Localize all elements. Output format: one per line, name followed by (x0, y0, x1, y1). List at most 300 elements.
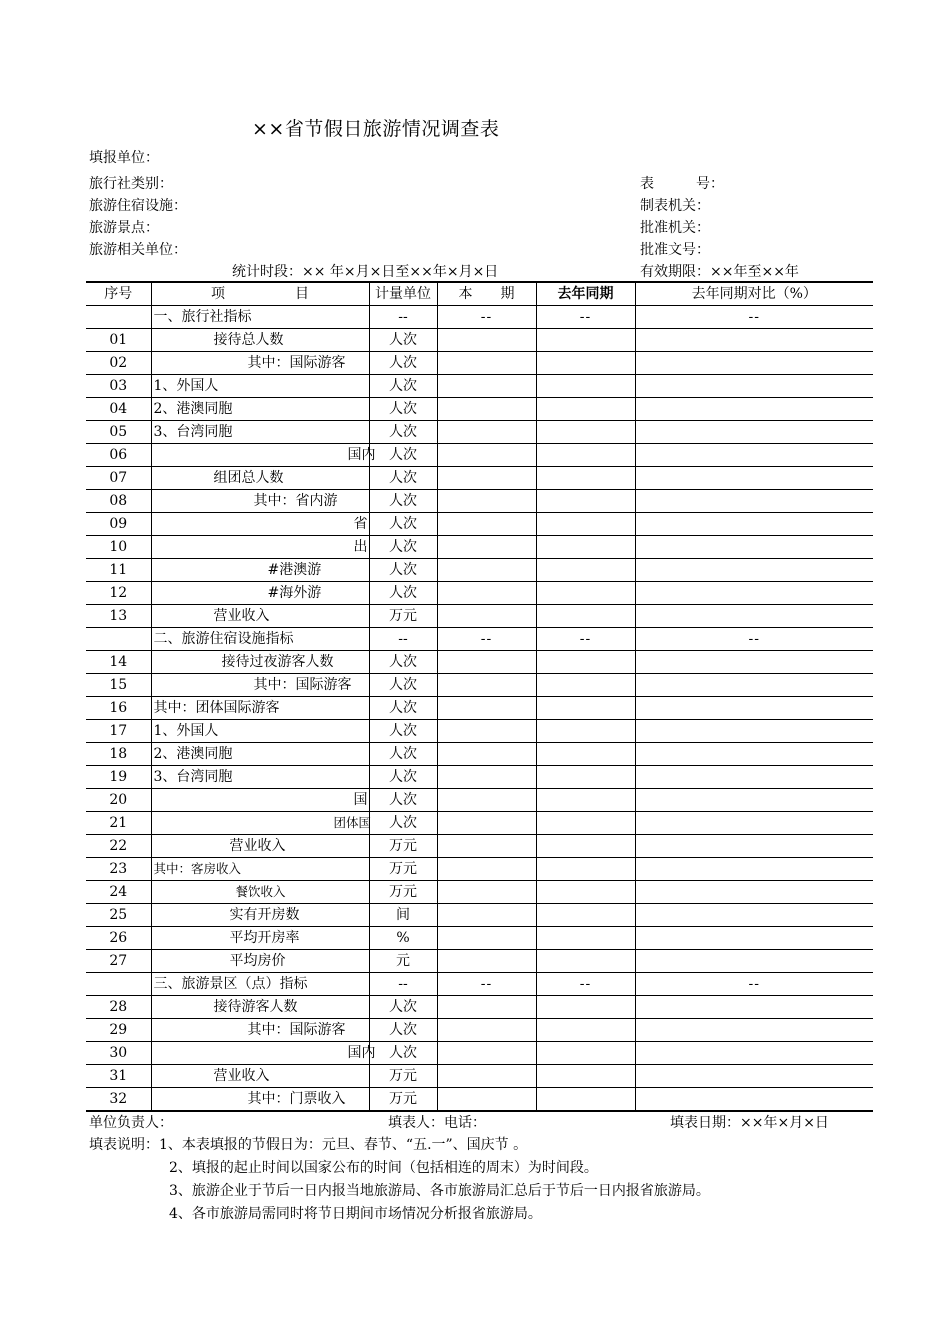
approval-number-label: 批准文号： (640, 242, 710, 258)
cell-ratio[interactable]: -- (635, 628, 873, 651)
col-header-ratio: 去年同期对比（%） (635, 282, 873, 306)
cell-item (151, 605, 369, 628)
item-label: 其中：国际游客 (247, 355, 346, 371)
cell-ratio[interactable] (635, 720, 873, 743)
cell-unit: 人次 (369, 444, 437, 467)
table-row (86, 743, 873, 766)
cell-last-year[interactable] (536, 444, 635, 467)
cell-ratio[interactable]: -- (635, 306, 873, 329)
cell-unit: 人次 (369, 743, 437, 766)
cell-last-year[interactable] (536, 352, 635, 375)
cell-no: 11 (86, 559, 151, 582)
cell-item (151, 835, 369, 858)
item-label: 其中：国际游客 (253, 677, 352, 693)
note-2: 2、填报的起止时间以国家公布的时间（包括相连的周末）为时间段。 (169, 1160, 598, 1176)
table-row (86, 421, 873, 444)
table-row (86, 789, 873, 812)
cell-ratio[interactable] (635, 789, 873, 812)
cell-last-year[interactable]: -- (536, 628, 635, 651)
cell-last-year[interactable] (536, 651, 635, 674)
cell-last-year[interactable]: -- (536, 973, 635, 996)
item-label: 营业收入 (229, 838, 286, 854)
cell-current[interactable] (437, 398, 536, 421)
table-row (86, 858, 873, 881)
cell-last-year[interactable] (536, 743, 635, 766)
cell-unit: 人次 (369, 490, 437, 513)
section-row (86, 628, 873, 651)
cell-current[interactable] (437, 651, 536, 674)
cell-current[interactable] (437, 904, 536, 927)
item-label: 平均房价 (229, 953, 286, 969)
table-row (86, 444, 873, 467)
cell-item (151, 329, 369, 352)
cell-ratio[interactable] (635, 536, 873, 559)
cell-no: 18 (86, 743, 151, 766)
table-row (86, 1042, 873, 1065)
cell-current[interactable] (437, 743, 536, 766)
cell-no: 02 (86, 352, 151, 375)
item-label: 省 (353, 516, 368, 532)
cell-unit: % (369, 927, 437, 950)
cell-ratio[interactable] (635, 1088, 873, 1112)
cell-item (151, 766, 369, 789)
cell-ratio[interactable] (635, 835, 873, 858)
cell-item (151, 697, 369, 720)
item-label: 营业收入 (213, 1068, 270, 1084)
table-header-row (86, 282, 873, 306)
item-label: 2、港澳同胞 (153, 746, 233, 762)
cell-item (151, 812, 372, 835)
cell-ratio[interactable] (635, 375, 873, 398)
cell-unit: 人次 (369, 352, 437, 375)
cell-ratio[interactable] (635, 812, 873, 835)
cell-current[interactable] (437, 812, 536, 835)
cell-no: 25 (86, 904, 151, 927)
cell-ratio[interactable] (635, 329, 873, 352)
cell-current[interactable] (437, 582, 536, 605)
cell-ratio[interactable] (635, 467, 873, 490)
survey-table (86, 281, 873, 1112)
table-row (86, 375, 873, 398)
cell-current[interactable] (437, 329, 536, 352)
item-label: 国内 (347, 447, 376, 463)
table-row (86, 766, 873, 789)
table-row (86, 927, 873, 950)
cell-current[interactable] (437, 1042, 536, 1065)
cell-current[interactable] (437, 1065, 536, 1088)
cell-current[interactable] (437, 927, 536, 950)
cell-unit: 人次 (369, 766, 437, 789)
table-row (86, 398, 873, 421)
cell-item (151, 421, 369, 444)
item-label: 实有开房数 (229, 907, 300, 923)
cell-no: 03 (86, 375, 151, 398)
item-label: 平均开房率 (229, 930, 300, 946)
cell-ratio[interactable] (635, 559, 873, 582)
cell-unit: 人次 (369, 375, 437, 398)
cell-ratio[interactable] (635, 398, 873, 421)
cell-no: 05 (86, 421, 151, 444)
cell-item (151, 743, 369, 766)
cell-last-year[interactable] (536, 467, 635, 490)
cell-ratio[interactable] (635, 996, 873, 1019)
cell-no: 13 (86, 605, 151, 628)
cell-no: 23 (86, 858, 151, 881)
cell-unit: 人次 (369, 398, 437, 421)
cell-item (151, 720, 369, 743)
table-row (86, 904, 873, 927)
cell-unit: 人次 (369, 651, 437, 674)
cell-item (151, 996, 369, 1019)
cell-current[interactable] (437, 720, 536, 743)
cell-ratio[interactable] (635, 352, 873, 375)
cell-item (151, 858, 369, 881)
cell-unit: 人次 (369, 329, 437, 352)
cell-no: 07 (86, 467, 151, 490)
cell-ratio[interactable] (635, 490, 873, 513)
cell-unit: -- (369, 973, 437, 996)
cell-no (86, 306, 151, 329)
note-3: 3、旅游企业于节后一日内报当地旅游局、各市旅游局汇总后于节后一日内报省旅游局。 (169, 1183, 710, 1199)
cell-unit: 万元 (369, 605, 437, 628)
cell-unit: 人次 (369, 582, 437, 605)
cell-current[interactable] (437, 697, 536, 720)
cell-last-year[interactable] (536, 766, 635, 789)
cell-unit: 人次 (369, 697, 437, 720)
table-row (86, 352, 873, 375)
item-label: 1、外国人 (153, 723, 219, 739)
cell-no: 04 (86, 398, 151, 421)
cell-unit: 元 (369, 950, 437, 973)
cell-unit: 万元 (369, 858, 437, 881)
cell-last-year[interactable] (536, 1019, 635, 1042)
cell-current[interactable] (437, 766, 536, 789)
table-row (86, 674, 873, 697)
cell-current[interactable] (437, 835, 536, 858)
cell-unit: 人次 (369, 513, 437, 536)
item-label: 餐饮收入 (235, 884, 286, 899)
cell-unit: 人次 (369, 789, 437, 812)
cell-no: 08 (86, 490, 151, 513)
cell-current[interactable] (437, 444, 536, 467)
item-label: 其中：门票收入 (247, 1091, 346, 1107)
cell-item (151, 927, 369, 950)
cell-unit: 人次 (369, 559, 437, 582)
item-label: 1、外国人 (153, 378, 219, 394)
cell-last-year[interactable]: -- (536, 306, 635, 329)
cell-item (151, 352, 369, 375)
cell-item (151, 375, 369, 398)
col-header-item: 项 目 (151, 282, 369, 306)
cell-last-year[interactable] (536, 674, 635, 697)
cell-last-year[interactable] (536, 490, 635, 513)
cell-ratio[interactable] (635, 904, 873, 927)
cell-current[interactable]: -- (437, 306, 536, 329)
table-row (86, 1088, 873, 1112)
cell-item (151, 651, 369, 674)
lodging-label: 旅游住宿设施： (89, 198, 187, 214)
cell-ratio[interactable] (635, 927, 873, 950)
cell-no: 10 (86, 536, 151, 559)
scenic-spot-label: 旅游景点： (89, 220, 159, 236)
cell-last-year[interactable] (536, 329, 635, 352)
page-title: ××省节假日旅游情况调查表 (252, 118, 500, 140)
cell-ratio[interactable] (635, 950, 873, 973)
cell-item (151, 789, 369, 812)
cell-ratio[interactable] (635, 1019, 873, 1042)
cell-no: 17 (86, 720, 151, 743)
cell-no: 32 (86, 1088, 151, 1112)
cell-item (151, 1019, 369, 1042)
cell-no: 12 (86, 582, 151, 605)
table-row (86, 513, 873, 536)
cell-no: 06 (86, 444, 151, 467)
cell-last-year[interactable] (536, 1088, 635, 1112)
cell-last-year[interactable] (536, 720, 635, 743)
item-label: 组团总人数 (213, 470, 284, 486)
cell-item (151, 881, 369, 904)
table-row (86, 1065, 873, 1088)
cell-last-year[interactable] (536, 513, 635, 536)
cell-ratio[interactable] (635, 513, 873, 536)
cell-current[interactable] (437, 996, 536, 1019)
cell-unit: 万元 (369, 881, 437, 904)
cell-last-year[interactable] (536, 1042, 635, 1065)
cell-item (151, 444, 376, 467)
cell-current[interactable] (437, 1019, 536, 1042)
cell-item (151, 536, 369, 559)
cell-current[interactable] (437, 490, 536, 513)
issuing-authority-label: 制表机关： (640, 198, 710, 214)
item-label: #海外游 (267, 585, 322, 601)
cell-current[interactable]: -- (437, 628, 536, 651)
cell-current[interactable] (437, 1088, 536, 1112)
cell-last-year[interactable] (536, 881, 635, 904)
item-label: 一、旅行社指标 (153, 309, 252, 325)
cell-current[interactable]: -- (437, 973, 536, 996)
validity-label: 有效期限：××年至××年 (640, 264, 799, 280)
table-row (86, 490, 873, 513)
cell-no: 29 (86, 1019, 151, 1042)
cell-ratio[interactable] (635, 444, 873, 467)
table-row (86, 329, 873, 352)
table-row (86, 950, 873, 973)
item-label: 3、台湾同胞 (153, 769, 233, 785)
cell-last-year[interactable] (536, 697, 635, 720)
col-header-current: 本 期 (437, 282, 536, 306)
cell-no: 01 (86, 329, 151, 352)
cell-last-year[interactable] (536, 904, 635, 927)
cell-item (151, 559, 369, 582)
cell-no: 27 (86, 950, 151, 973)
item-label: 接待过夜游客人数 (221, 654, 334, 670)
table-row (86, 697, 873, 720)
section-row (86, 306, 873, 329)
cell-no: 31 (86, 1065, 151, 1088)
cell-last-year[interactable] (536, 582, 635, 605)
cell-unit: -- (369, 306, 437, 329)
col-header-no: 序号 (86, 282, 151, 306)
cell-no: 24 (86, 881, 151, 904)
table-row (86, 536, 873, 559)
cell-current[interactable] (437, 789, 536, 812)
note-4: 4、各市旅游局需同时将节日期间市场情况分析报省旅游局。 (169, 1206, 542, 1222)
approving-authority-label: 批准机关： (640, 220, 710, 236)
cell-last-year[interactable] (536, 789, 635, 812)
section-row (86, 973, 873, 996)
cell-current[interactable] (437, 375, 536, 398)
cell-unit: 人次 (369, 536, 437, 559)
cell-no: 19 (86, 766, 151, 789)
item-label: 团体国 (333, 815, 372, 830)
cell-ratio[interactable] (635, 674, 873, 697)
cell-no (86, 973, 151, 996)
cell-current[interactable] (437, 858, 536, 881)
table-row (86, 812, 873, 835)
col-header-unit: 计量单位 (369, 282, 437, 306)
item-label: 接待总人数 (213, 332, 284, 348)
item-label: 国 (353, 792, 368, 808)
cell-unit: 人次 (369, 996, 437, 1019)
cell-item (151, 628, 369, 651)
cell-ratio[interactable] (635, 743, 873, 766)
cell-last-year[interactable] (536, 996, 635, 1019)
cell-item (151, 490, 369, 513)
item-label: 其中：省内游 (253, 493, 338, 509)
cell-last-year[interactable] (536, 559, 635, 582)
item-label: 二、旅游住宿设施指标 (153, 631, 294, 647)
item-label: 其中：客房收入 (153, 861, 242, 876)
cell-item (151, 306, 369, 329)
cell-current[interactable] (437, 536, 536, 559)
table-row (86, 835, 873, 858)
table-row (86, 467, 873, 490)
cell-unit: 人次 (369, 812, 437, 835)
cell-last-year[interactable] (536, 858, 635, 881)
cell-item (151, 1065, 369, 1088)
cell-last-year[interactable] (536, 536, 635, 559)
cell-no: 28 (86, 996, 151, 1019)
cell-ratio[interactable] (635, 651, 873, 674)
table-row (86, 605, 873, 628)
cell-unit: 万元 (369, 1088, 437, 1112)
cell-item (151, 1042, 376, 1065)
cell-item (151, 1088, 369, 1112)
cell-item (151, 582, 369, 605)
cell-last-year[interactable] (536, 1065, 635, 1088)
cell-no: 16 (86, 697, 151, 720)
cell-ratio[interactable] (635, 881, 873, 904)
fill-date-label: 填表日期：××年×月×日 (670, 1115, 829, 1131)
cell-current[interactable] (437, 352, 536, 375)
cell-no: 21 (86, 812, 151, 835)
item-label: 出 (353, 539, 368, 555)
cell-current[interactable] (437, 950, 536, 973)
cell-last-year[interactable] (536, 605, 635, 628)
item-label: 国内 (347, 1045, 376, 1061)
cell-ratio[interactable] (635, 1042, 873, 1065)
cell-current[interactable] (437, 881, 536, 904)
cell-ratio[interactable] (635, 858, 873, 881)
cell-item (151, 674, 369, 697)
table-row (86, 651, 873, 674)
cell-no: 30 (86, 1042, 151, 1065)
cell-no: 26 (86, 927, 151, 950)
cell-unit: 万元 (369, 1065, 437, 1088)
cell-no: 09 (86, 513, 151, 536)
cell-ratio[interactable]: -- (635, 973, 873, 996)
item-label: 其中：团体国际游客 (153, 700, 280, 716)
cell-no: 14 (86, 651, 151, 674)
cell-no: 15 (86, 674, 151, 697)
cell-current[interactable] (437, 605, 536, 628)
cell-item (151, 398, 369, 421)
cell-ratio[interactable] (635, 1065, 873, 1088)
related-unit-label: 旅游相关单位： (89, 242, 187, 258)
table-row (86, 881, 873, 904)
cell-ratio[interactable] (635, 697, 873, 720)
cell-current[interactable] (437, 674, 536, 697)
unit-head-label: 单位负责人： (89, 1115, 173, 1131)
cell-current[interactable] (437, 559, 536, 582)
cell-no: 20 (86, 789, 151, 812)
table-row (86, 559, 873, 582)
item-label: 2、港澳同胞 (153, 401, 233, 417)
filler-phone-label: 填表人：电话： (388, 1115, 486, 1131)
item-label: #港澳游 (267, 562, 322, 578)
cell-last-year[interactable] (536, 398, 635, 421)
cell-unit: 间 (369, 904, 437, 927)
cell-last-year[interactable] (536, 927, 635, 950)
cell-unit: -- (369, 628, 437, 651)
reporting-unit-label: 填报单位： (89, 150, 159, 166)
cell-item (151, 904, 369, 927)
item-label: 接待游客人数 (213, 999, 298, 1015)
cell-item (151, 973, 369, 996)
table-row (86, 582, 873, 605)
form-number-label: 表 号： (640, 176, 724, 192)
cell-last-year[interactable] (536, 812, 635, 835)
cell-current[interactable] (437, 421, 536, 444)
stat-period: 统计时段：×× 年×月×日至××年×月×日 (232, 264, 499, 280)
cell-no: 22 (86, 835, 151, 858)
col-header-last-year: 去年同期 (536, 282, 635, 306)
cell-current[interactable] (437, 513, 536, 536)
note-1: 填表说明：1、本表填报的节假日为：元旦、春节、“五.一”、国庆节 。 (89, 1137, 528, 1153)
cell-last-year[interactable] (536, 950, 635, 973)
cell-item (151, 513, 369, 536)
cell-last-year[interactable] (536, 835, 635, 858)
cell-unit: 人次 (369, 674, 437, 697)
cell-last-year[interactable] (536, 421, 635, 444)
cell-item (151, 467, 369, 490)
cell-ratio[interactable] (635, 766, 873, 789)
cell-ratio[interactable] (635, 582, 873, 605)
item-label: 3、台湾同胞 (153, 424, 233, 440)
cell-ratio[interactable] (635, 421, 873, 444)
cell-last-year[interactable] (536, 375, 635, 398)
table-row (86, 996, 873, 1019)
item-label: 三、旅游景区（点）指标 (153, 976, 308, 992)
cell-item (151, 950, 369, 973)
table-row (86, 720, 873, 743)
item-label: 其中：国际游客 (247, 1022, 346, 1038)
cell-unit: 人次 (369, 1042, 437, 1065)
cell-unit: 人次 (369, 467, 437, 490)
cell-ratio[interactable] (635, 605, 873, 628)
table-row (86, 1019, 873, 1042)
cell-current[interactable] (437, 467, 536, 490)
